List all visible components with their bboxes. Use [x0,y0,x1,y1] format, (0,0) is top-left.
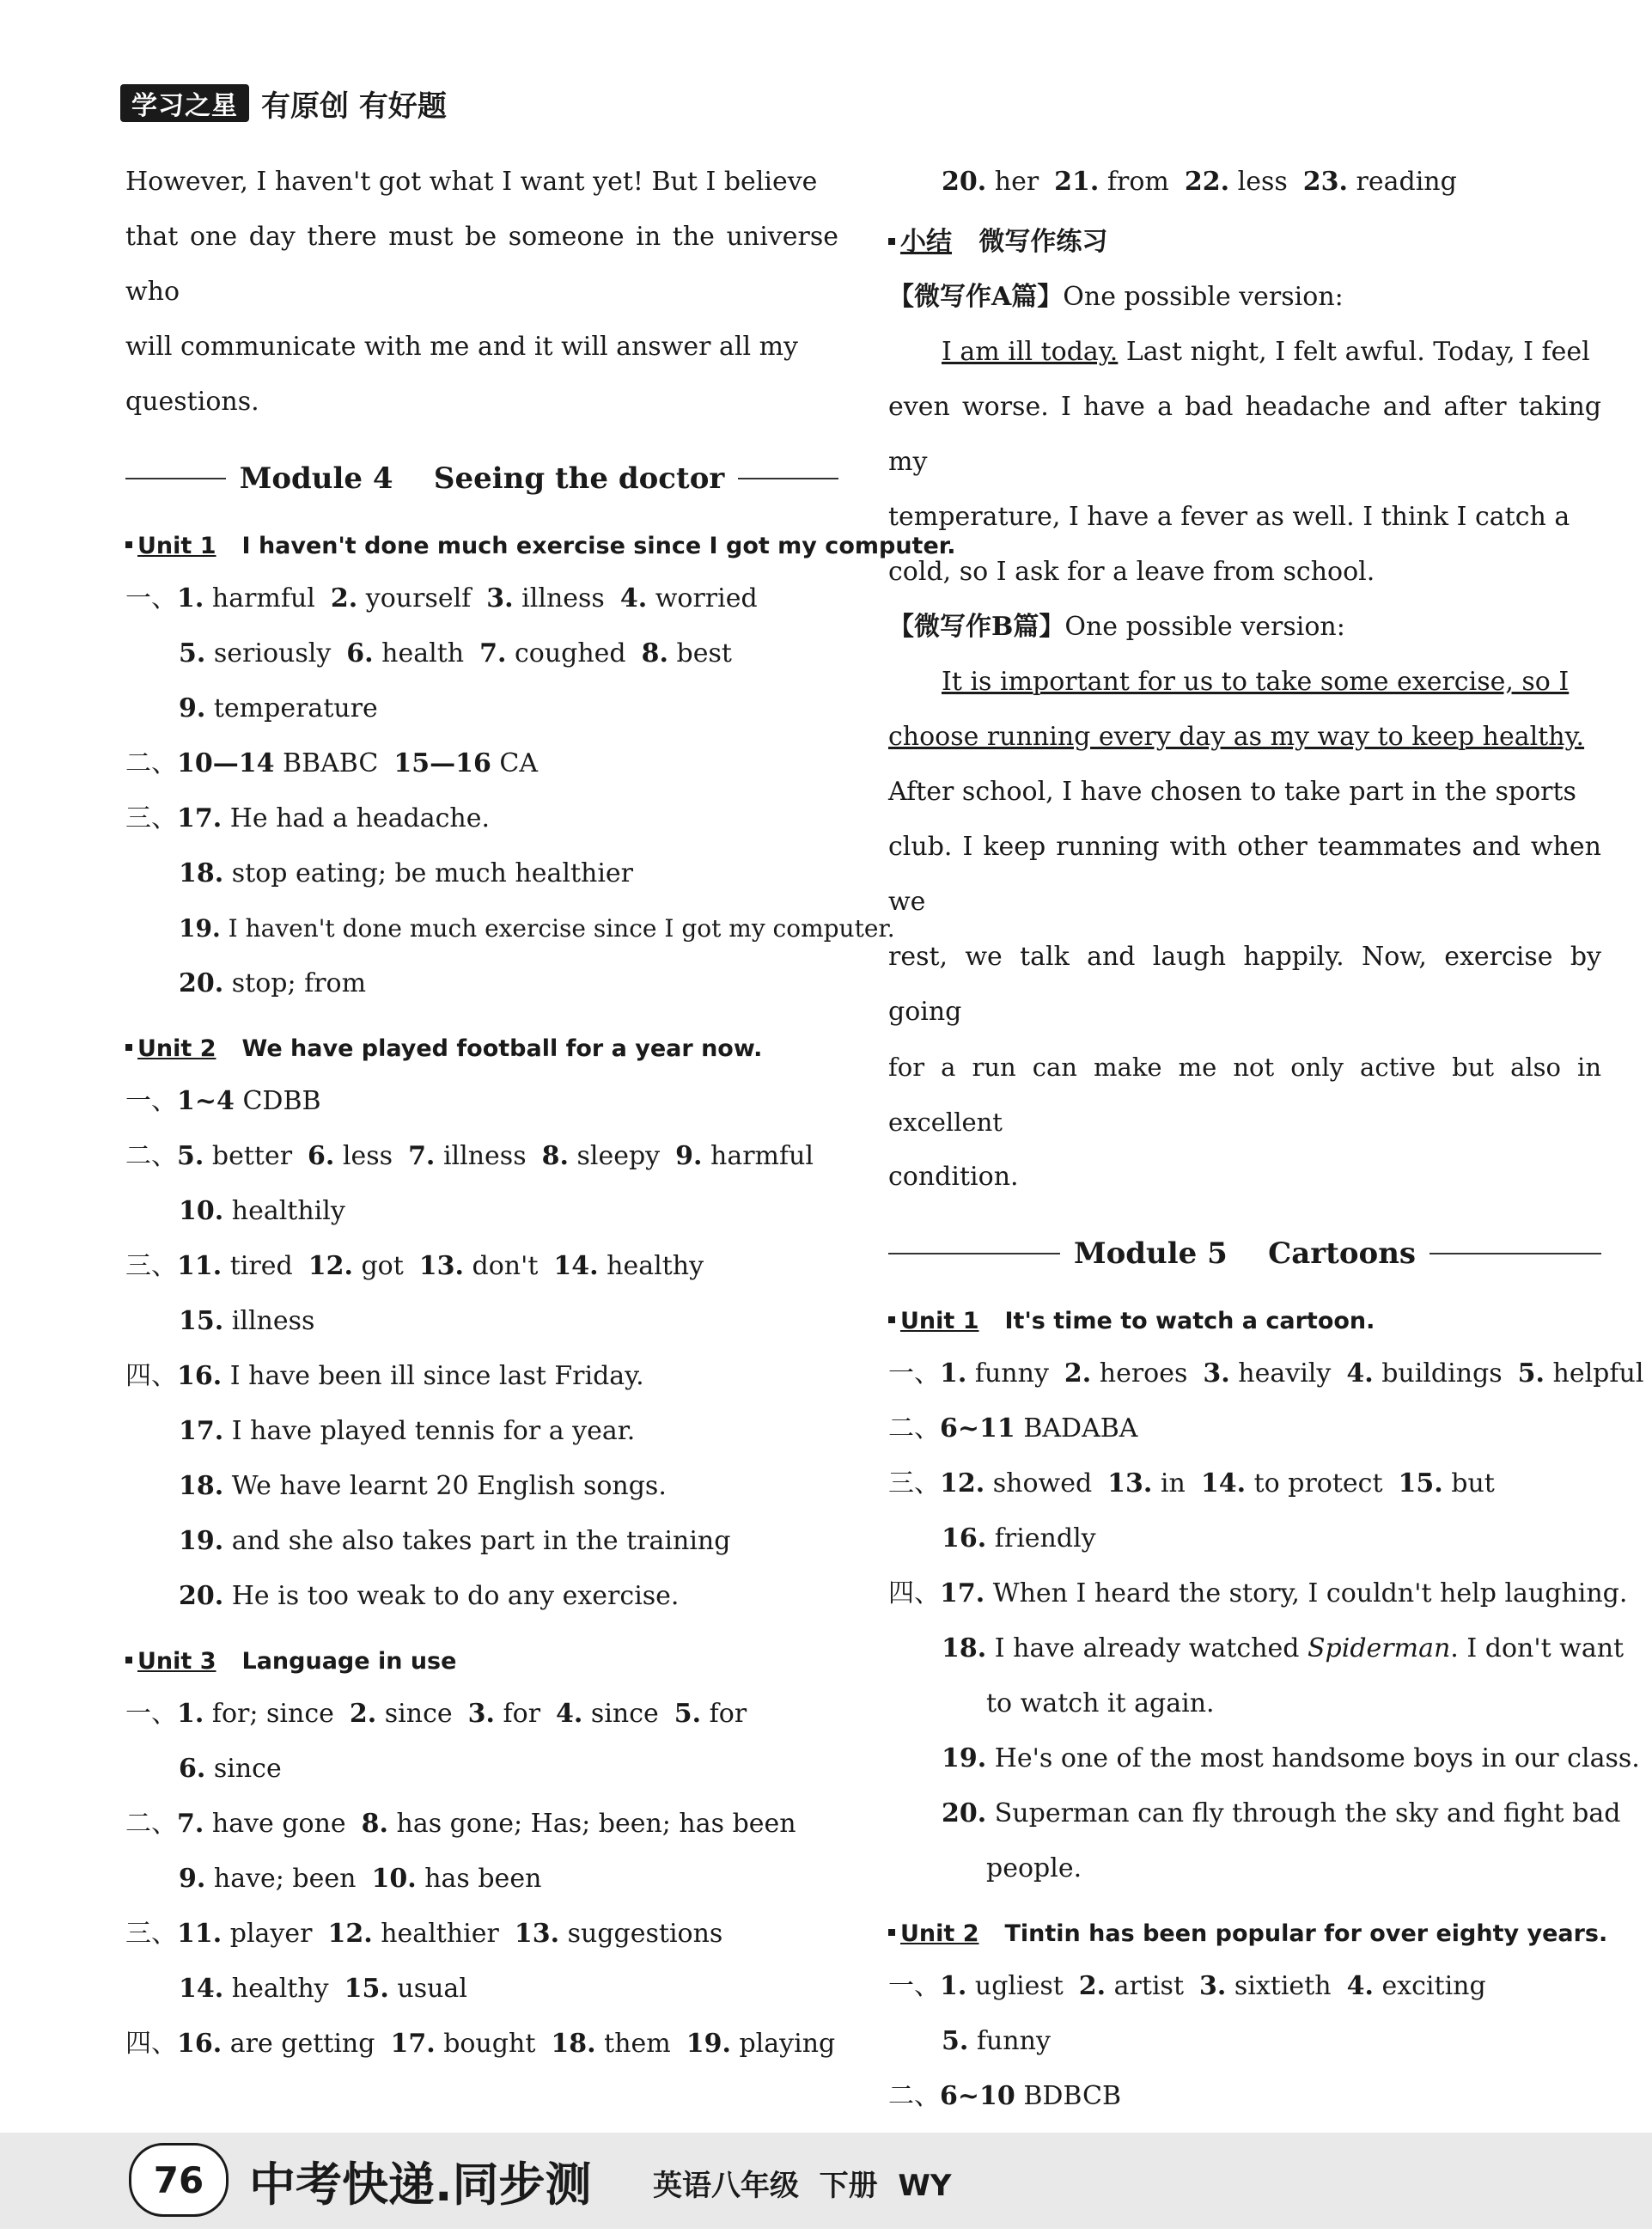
answer-line: 5. seriously 6. health 7. coughed 8. best [179,638,732,668]
book-title: 中考快递.同步测 [249,2158,592,2212]
heading-rule [1429,1253,1601,1254]
unit-heading [125,533,956,559]
bullet-square-icon [888,1316,895,1323]
module-4-heading [125,449,838,509]
unit-label: Unit 1 [900,1308,979,1334]
answer-line: 一、1. funny 2. heroes 3. heavily 4. buildings 5. helpful [888,1358,1644,1389]
answer-line: 20. her 21. from 22. less 23. reading [942,167,1457,197]
writing-b-text: After school, I have chosen to take part in the sports [888,777,1576,807]
answer-line: 18. We have learnt 20 English songs. [179,1471,667,1501]
intro-paragraph [125,155,838,430]
writing-b-text: club. I keep running with other teammates and when we [888,832,1601,917]
answer-line: 二、6~11 BADABA [888,1413,1138,1444]
answer-line: 19. I haven't done much exercise since I got my computer. [179,914,895,943]
unit-label: Unit 1 [137,533,216,559]
summary-heading: 小结 微写作练习 [888,215,1601,270]
unit-title: Language in use [241,1648,457,1675]
unit-title: We have played football for a year now. [241,1035,763,1062]
answer-line: 9. have; been 10. has been [179,1864,542,1894]
answer-line: 6. since [179,1754,282,1784]
answer-line: 四、16. are getting 17. bought 18. them 19. playing [125,2029,836,2059]
writing-b-heading: 【微写作B篇】One possible version: [888,612,1345,642]
answer-line: 三、12. showed 13. in 14. to protect 15. but [888,1468,1495,1498]
answer-line: 一、1. for; since 2. since 3. for 4. since 5. for [125,1699,747,1729]
answer-line: 18. stop eating; be much healthier [179,858,634,888]
heading-rule [888,1253,1060,1254]
bullet-square-icon [888,238,895,245]
module-5-heading [888,1224,1601,1284]
unit-label: Unit 3 [137,1648,216,1675]
bullet-square-icon [125,1657,132,1663]
answer-line: 19. and she also takes part in the training [179,1526,731,1556]
answer-line: 17. I have played tennis for a year. [179,1416,636,1446]
unit-heading [888,1920,1608,1947]
answer-line: 三、11. player 12. healthier 13. suggestions [125,1919,723,1949]
answer-line: 一、1. ugliest 2. artist 3. sixtieth 4. exciting [888,1971,1486,2001]
writing-b-text: rest, we talk and laugh happily. Now, exercise by going [888,942,1601,1027]
unit-title: I haven't done much exercise since I got my computer. [241,533,956,559]
writing-a-text: temperature, I have a fever as well. I think I catch a [888,502,1570,532]
answer-line: 15. illness [179,1306,315,1336]
book-subtitle: 英语八年级 下册 WY [653,2169,952,2203]
bullet-square-icon [125,1044,132,1051]
brand-slogan: 有原创 有好题 [261,89,447,124]
answer-line: 一、1~4 CDBB [125,1086,321,1116]
answer-line: 16. friendly [942,1523,1096,1553]
answer-line: 14. healthy 15. usual [179,1974,467,2004]
answer-line: 20. Superman can fly through the sky and fight bad [942,1798,1621,1828]
answer-line: 二、6~10 BDBCB [888,2081,1122,2111]
module-title: Module 4 Seeing the doctor [239,461,725,496]
bullet-square-icon [888,1929,895,1936]
unit-heading [125,1648,838,1675]
answer-line: 10. healthily [179,1196,345,1226]
answer-line: 20. He is too weak to do any exercise. [179,1581,680,1611]
answer-line: 5. funny [942,2026,1051,2056]
page-header [120,79,447,127]
writing-a-heading: 【微写作A篇】One possible version: [888,282,1344,312]
answer-line: 二、10—14 BBABC 15—16 CA [125,748,539,778]
unit-title: It's time to watch a cartoon. [1004,1308,1375,1334]
answer-line: to watch it again. [986,1688,1215,1718]
writing-b-text: choose running every day as my way to keep healthy. [888,722,1585,752]
writing-a-text: cold, so I ask for a leave from school. [888,557,1375,587]
writing-b-text: It is important for us to take some exercise, so I [942,667,1570,697]
unit-label: Unit 2 [900,1920,979,1947]
intro-line: questions. [125,387,259,417]
answer-line: 四、17. When I heard the story, I couldn't help laughing. [888,1578,1628,1608]
intro-line: will communicate with me and it will answer all my [125,332,799,362]
brand-logo: 学习之星 [120,84,249,122]
intro-line: However, I haven't got what I want yet! But I believe [125,167,818,197]
writing-b-text: for a run can make me not only active but also in excellent [888,1053,1601,1137]
heading-rule [738,478,838,479]
answer-line: 三、17. He had a headache. [125,803,491,833]
answer-line: 四、16. I have been ill since last Friday. [125,1361,644,1391]
answer-line: 二、7. have gone 8. has gone; Has; been; has been [125,1809,796,1839]
unit-heading [125,1035,838,1062]
answer-line: 三、11. tired 12. got 13. don't 14. healthy [125,1251,704,1281]
right-column [888,155,1644,2234]
page-number: 76 [129,2143,229,2217]
answer-line: 19. He's one of the most handsome boys in our class. [942,1743,1640,1773]
writing-b-text: condition. [888,1162,1019,1192]
writing-a-text: even worse. I have a bad headache and after taking my [888,392,1601,477]
answer-line: people. [986,1853,1082,1883]
answer-line: 9. temperature [179,693,378,723]
answer-line: 一、1. harmful 2. yourself 3. illness 4. worried [125,583,758,613]
answer-line: 二、5. better 6. less 7. illness 8. sleepy 9. harmful [125,1141,814,1171]
unit-title: Tintin has been popular for over eighty years. [1004,1920,1608,1947]
intro-line: that one day there must be someone in the universe who [125,222,838,307]
answer-line: 18. I have already watched Spiderman. I don't want [942,1633,1625,1663]
heading-rule [125,478,226,479]
answer-line: 20. stop; from [179,968,367,998]
writing-a-text: I am ill today. Last night, I felt awful. Today, I feel [942,337,1590,367]
unit-label: Unit 2 [137,1035,216,1062]
bullet-square-icon [125,541,132,548]
unit-heading [888,1308,1601,1334]
module-title: Module 5 Cartoons [1073,1236,1417,1271]
